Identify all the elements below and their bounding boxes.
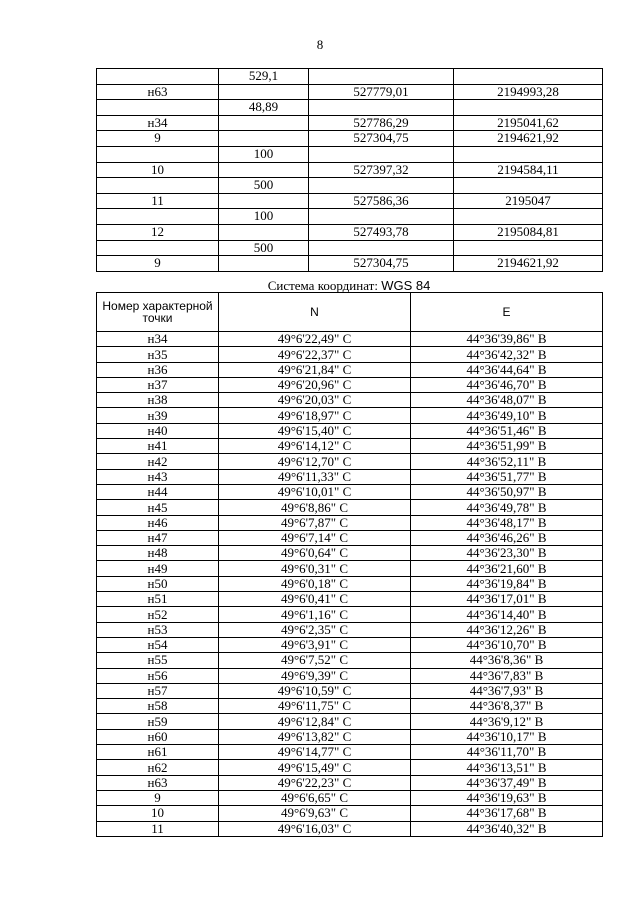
table-row <box>97 256 603 272</box>
point-number-cell <box>97 178 219 194</box>
point-number-cell: н62 <box>97 760 219 775</box>
point-number-cell: 10 <box>97 806 219 821</box>
point-number-cell: н60 <box>97 729 219 744</box>
table-row <box>97 100 603 116</box>
longitude-cell: 44°36'7,93" В <box>411 683 603 698</box>
point-number-cell: н51 <box>97 592 219 607</box>
segment-length-cell: 500 <box>219 178 309 194</box>
x-coordinate-cell <box>309 69 454 85</box>
y-coordinate-cell: 2195047 <box>454 193 603 209</box>
longitude-cell: 44°36'8,36" В <box>411 653 603 668</box>
table-row <box>97 622 603 637</box>
longitude-cell: 44°36'40,32" В <box>411 821 603 836</box>
point-number-cell: н41 <box>97 439 219 454</box>
latitude-cell: 49°6'13,82" С <box>219 729 411 744</box>
x-coordinate-cell: 527586,36 <box>309 193 454 209</box>
longitude-cell: 44°36'19,63" В <box>411 790 603 805</box>
segment-length-cell: 100 <box>219 146 309 162</box>
x-coordinate-cell <box>309 100 454 116</box>
latitude-cell: 49°6'6,65" С <box>219 790 411 805</box>
point-number-cell <box>97 240 219 256</box>
table-row <box>97 484 603 499</box>
segment-length-cell <box>219 193 309 209</box>
table-row <box>97 546 603 561</box>
y-coordinate-cell <box>454 178 603 194</box>
longitude-cell: 44°36'42,32" В <box>411 347 603 362</box>
latitude-cell: 49°6'16,03" С <box>219 821 411 836</box>
table-row <box>97 408 603 423</box>
table-row <box>97 561 603 576</box>
table-row <box>97 653 603 668</box>
point-number-cell: н48 <box>97 546 219 561</box>
latitude-cell: 49°6'14,77" С <box>219 745 411 760</box>
point-number-cell: н36 <box>97 362 219 377</box>
table-row <box>97 193 603 209</box>
latitude-cell: 49°6'0,64" С <box>219 546 411 561</box>
y-coordinate-cell: 2195041,62 <box>454 115 603 131</box>
x-coordinate-cell: 527304,75 <box>309 256 454 272</box>
longitude-cell: 44°36'46,70" В <box>411 377 603 392</box>
longitude-cell: 44°36'8,37" В <box>411 699 603 714</box>
coordinate-system-prefix: Система координат: <box>267 278 382 293</box>
longitude-cell: 44°36'51,99" В <box>411 439 603 454</box>
longitude-cell: 44°36'49,10" В <box>411 408 603 423</box>
table-row <box>97 377 603 392</box>
point-number-cell: н44 <box>97 484 219 499</box>
point-number-cell: н35 <box>97 347 219 362</box>
point-number-cell: н55 <box>97 653 219 668</box>
point-number-cell: н34 <box>97 332 219 347</box>
point-number-cell: н46 <box>97 515 219 530</box>
longitude-cell: 44°36'11,70" В <box>411 745 603 760</box>
segment-length-cell <box>219 84 309 100</box>
segment-length-cell: 48,89 <box>219 100 309 116</box>
point-number-cell: н45 <box>97 500 219 515</box>
point-number-cell: н34 <box>97 115 219 131</box>
latitude-cell: 49°6'7,14" С <box>219 530 411 545</box>
table-row <box>97 146 603 162</box>
point-number-cell: 11 <box>97 193 219 209</box>
table-row <box>97 714 603 729</box>
table-row <box>97 469 603 484</box>
table-row <box>97 760 603 775</box>
point-number-cell: н58 <box>97 699 219 714</box>
segment-length-cell: 529,1 <box>219 69 309 85</box>
x-coordinate-cell: 527304,75 <box>309 131 454 147</box>
segment-length-cell: 100 <box>219 209 309 225</box>
latitude-cell: 49°6'22,49" С <box>219 332 411 347</box>
longitude-cell: 44°36'39,86" В <box>411 332 603 347</box>
table-row <box>97 423 603 438</box>
table-row <box>97 209 603 225</box>
segment-length-cell: 500 <box>219 240 309 256</box>
latitude-cell: 49°6'10,01" С <box>219 484 411 499</box>
table-row <box>97 637 603 652</box>
table-row <box>97 515 603 530</box>
table-row <box>97 821 603 836</box>
table-row <box>97 699 603 714</box>
point-number-cell: н47 <box>97 530 219 545</box>
y-coordinate-cell <box>454 146 603 162</box>
point-number-cell: н53 <box>97 622 219 637</box>
table-row <box>97 162 603 178</box>
y-coordinate-cell: 2194993,28 <box>454 84 603 100</box>
latitude-cell: 49°6'21,84" С <box>219 362 411 377</box>
latitude-cell: 49°6'15,49" С <box>219 760 411 775</box>
longitude-cell: 44°36'51,46" В <box>411 423 603 438</box>
point-number-cell: н61 <box>97 745 219 760</box>
x-coordinate-cell <box>309 240 454 256</box>
y-coordinate-cell: 2194584,11 <box>454 162 603 178</box>
longitude-cell: 44°36'23,30" В <box>411 546 603 561</box>
latitude-cell: 49°6'0,41" С <box>219 592 411 607</box>
point-number-cell: н57 <box>97 683 219 698</box>
point-number-cell: н63 <box>97 84 219 100</box>
point-number-cell: н54 <box>97 637 219 652</box>
point-number-cell: н52 <box>97 607 219 622</box>
longitude-cell: 44°36'14,40" В <box>411 607 603 622</box>
table-row <box>97 224 603 240</box>
longitude-cell: 44°36'44,64" В <box>411 362 603 377</box>
y-coordinate-cell <box>454 209 603 225</box>
latitude-cell: 49°6'22,23" С <box>219 775 411 790</box>
wgs84-coordinates-table <box>96 292 603 837</box>
latitude-cell: 49°6'22,37" С <box>219 347 411 362</box>
point-number-cell: 9 <box>97 790 219 805</box>
table-row <box>97 115 603 131</box>
table-row <box>97 69 603 85</box>
latitude-cell: 49°6'7,52" С <box>219 653 411 668</box>
table-row <box>97 745 603 760</box>
latitude-cell: 49°6'2,35" С <box>219 622 411 637</box>
boundary-points-table-body <box>97 69 603 272</box>
longitude-cell: 44°36'48,07" В <box>411 393 603 408</box>
table-row <box>97 393 603 408</box>
latitude-cell: 49°6'0,18" С <box>219 576 411 591</box>
point-number-cell: н37 <box>97 377 219 392</box>
latitude-cell: 49°6'18,97" С <box>219 408 411 423</box>
longitude-header: E <box>411 293 603 332</box>
table-row <box>97 131 603 147</box>
table-row <box>97 729 603 744</box>
table-row <box>97 500 603 515</box>
point-number-cell: н39 <box>97 408 219 423</box>
longitude-cell: 44°36'9,12" В <box>411 714 603 729</box>
longitude-cell: 44°36'7,83" В <box>411 668 603 683</box>
point-number-cell: н42 <box>97 454 219 469</box>
point-number-cell: 9 <box>97 131 219 147</box>
point-number-header: Номер характерной точки <box>97 293 219 332</box>
x-coordinate-cell: 527786,29 <box>309 115 454 131</box>
table-row <box>97 362 603 377</box>
table-row <box>97 576 603 591</box>
table-row <box>97 607 603 622</box>
x-coordinate-cell <box>309 178 454 194</box>
table-header-row <box>97 293 603 332</box>
table-row <box>97 84 603 100</box>
table-row <box>97 454 603 469</box>
longitude-cell: 44°36'10,17" В <box>411 729 603 744</box>
longitude-cell: 44°36'17,01" В <box>411 592 603 607</box>
longitude-cell: 44°36'13,51" В <box>411 760 603 775</box>
latitude-cell: 49°6'0,31" С <box>219 561 411 576</box>
segment-length-cell <box>219 115 309 131</box>
table-row <box>97 347 603 362</box>
table-row <box>97 683 603 698</box>
longitude-cell: 44°36'12,26" В <box>411 622 603 637</box>
segment-length-cell <box>219 224 309 240</box>
longitude-cell: 44°36'49,78" В <box>411 500 603 515</box>
x-coordinate-cell: 527493,78 <box>309 224 454 240</box>
latitude-cell: 49°6'11,75" С <box>219 699 411 714</box>
latitude-cell: 49°6'20,03" С <box>219 393 411 408</box>
wgs84-coordinates-table-body <box>97 332 603 837</box>
point-number-cell <box>97 69 219 85</box>
point-number-cell: н56 <box>97 668 219 683</box>
y-coordinate-cell: 2194621,92 <box>454 131 603 147</box>
table-row <box>97 790 603 805</box>
y-coordinate-cell <box>454 69 603 85</box>
point-number-cell: 11 <box>97 821 219 836</box>
table-row <box>97 178 603 194</box>
x-coordinate-cell <box>309 146 454 162</box>
table-row <box>97 775 603 790</box>
longitude-cell: 44°36'17,68" В <box>411 806 603 821</box>
table-row <box>97 530 603 545</box>
longitude-cell: 44°36'21,60" В <box>411 561 603 576</box>
x-coordinate-cell: 527397,32 <box>309 162 454 178</box>
page-number: 8 <box>316 37 324 52</box>
y-coordinate-cell <box>454 240 603 256</box>
latitude-cell: 49°6'12,70" С <box>219 454 411 469</box>
latitude-cell: 49°6'1,16" С <box>219 607 411 622</box>
longitude-cell: 44°36'37,49" В <box>411 775 603 790</box>
y-coordinate-cell: 2195084,81 <box>454 224 603 240</box>
point-number-cell: 10 <box>97 162 219 178</box>
coordinate-system-caption <box>96 278 602 293</box>
point-number-cell: 12 <box>97 224 219 240</box>
boundary-points-table <box>96 68 603 272</box>
point-number-cell: н59 <box>97 714 219 729</box>
coordinate-system-name: WGS 84 <box>381 278 431 293</box>
point-number-cell: н50 <box>97 576 219 591</box>
longitude-cell: 44°36'51,77" В <box>411 469 603 484</box>
longitude-cell: 44°36'52,11" В <box>411 454 603 469</box>
latitude-cell: 49°6'10,59" С <box>219 683 411 698</box>
point-number-cell: 9 <box>97 256 219 272</box>
x-coordinate-cell: 527779,01 <box>309 84 454 100</box>
table-row <box>97 592 603 607</box>
table-row <box>97 806 603 821</box>
segment-length-cell <box>219 162 309 178</box>
y-coordinate-cell: 2194621,92 <box>454 256 603 272</box>
point-number-cell <box>97 146 219 162</box>
longitude-cell: 44°36'50,97" В <box>411 484 603 499</box>
latitude-cell: 49°6'3,91" С <box>219 637 411 652</box>
latitude-cell: 49°6'11,33" С <box>219 469 411 484</box>
segment-length-cell <box>219 256 309 272</box>
point-number-cell: н40 <box>97 423 219 438</box>
point-number-cell <box>97 100 219 116</box>
segment-length-cell <box>219 131 309 147</box>
longitude-cell: 44°36'48,17" В <box>411 515 603 530</box>
longitude-cell: 44°36'46,26" В <box>411 530 603 545</box>
table-row <box>97 668 603 683</box>
latitude-cell: 49°6'15,40" С <box>219 423 411 438</box>
latitude-cell: 49°6'20,96" С <box>219 377 411 392</box>
latitude-cell: 49°6'12,84" С <box>219 714 411 729</box>
point-number-cell: н63 <box>97 775 219 790</box>
y-coordinate-cell <box>454 100 603 116</box>
point-number-cell: н49 <box>97 561 219 576</box>
latitude-cell: 49°6'9,39" С <box>219 668 411 683</box>
point-number-cell <box>97 209 219 225</box>
point-number-cell: н43 <box>97 469 219 484</box>
point-number-cell: н38 <box>97 393 219 408</box>
longitude-cell: 44°36'19,84" В <box>411 576 603 591</box>
x-coordinate-cell <box>309 209 454 225</box>
table-row <box>97 240 603 256</box>
latitude-cell: 49°6'9,63" С <box>219 806 411 821</box>
latitude-cell: 49°6'14,12" С <box>219 439 411 454</box>
table-row <box>97 439 603 454</box>
latitude-header: N <box>219 293 411 332</box>
table-row <box>97 332 603 347</box>
latitude-cell: 49°6'8,86" С <box>219 500 411 515</box>
latitude-cell: 49°6'7,87" С <box>219 515 411 530</box>
longitude-cell: 44°36'10,70" В <box>411 637 603 652</box>
